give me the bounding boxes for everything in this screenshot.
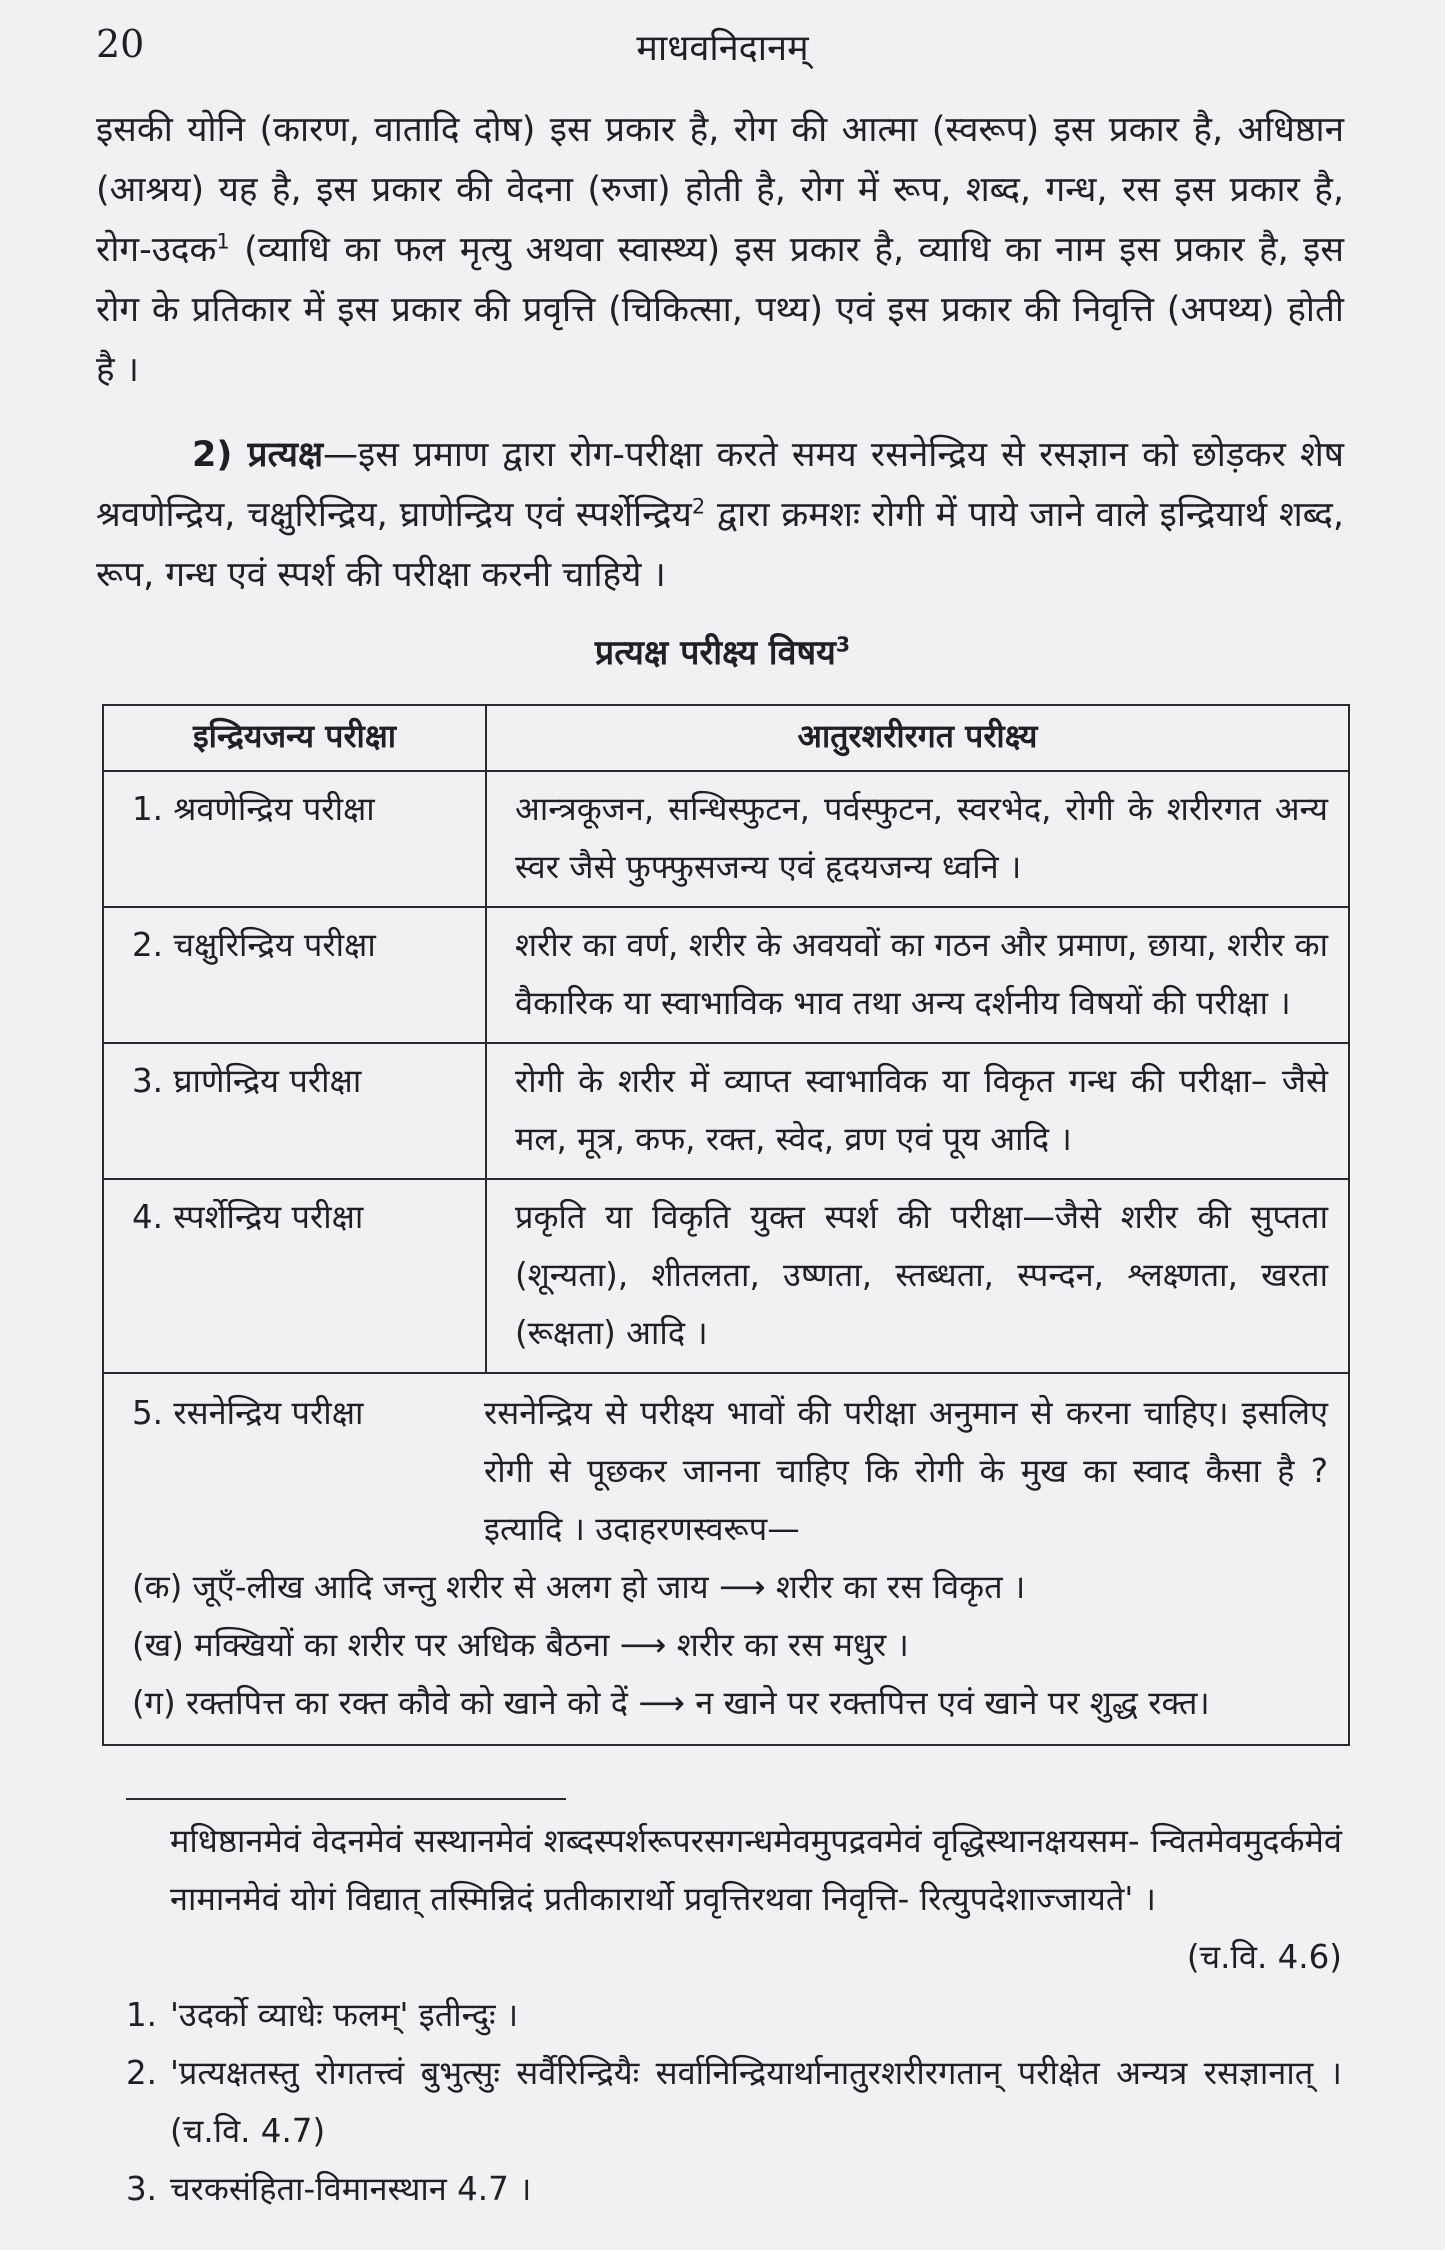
table-row <box>103 1043 1349 1179</box>
example-line: (ग) रक्तपित्त का रक्त कौवे को खाने को दें ⟶ न खाने पर रक्तपित्त एवं खाने पर शुद्ध रक्त। <box>132 1684 1210 1722</box>
intro-text-part1: इसकी योनि (कारण, वातादि दोष) इस प्रकार है, रोग की आत्मा (स्वरूप) इस प्रकार है, अधिष्ठान (आश्रय) यह है, इस प्रकार की वेदना (रुजा) होती है, रोग में रूप, शब्द, गन्ध, रस इस प्रकार है, रोग-उदक <box>96 110 1344 270</box>
table-title-text: प्रत्यक्ष परीक्ष्य विषय <box>594 633 836 673</box>
description-cell: रोगी के शरीर में व्याप्त स्वाभाविक या विकृत गन्ध की परीक्षा– जैसे मल, मूत्र, कफ, रक्त, स्वेद, व्रण एवं पूय आदि । <box>486 1043 1349 1179</box>
example-line: (ख) मक्खियों का शरीर पर अधिक बैठना ⟶ शरीर का रस मधुर । <box>132 1626 909 1664</box>
description-cell: रसनेन्द्रिय से परीक्ष्य भावों की परीक्षा अनुमान से करना चाहिए। इसलिए रोगी से पूछकर जानना चाहिए कि रोगी के मुख का स्वाद कैसा है ? इत्यादि । उदाहरणस्वरूप— <box>484 1394 1328 1548</box>
rasana-row-cell <box>103 1373 1349 1745</box>
footnote-mark: 2 <box>691 494 706 519</box>
column-header: इन्द्रियजन्य परीक्षा <box>103 705 486 771</box>
footnote-item <box>126 2044 1342 2160</box>
page-number: 20 <box>96 22 145 66</box>
footnote-divider <box>126 1798 566 1800</box>
table-row <box>103 771 1349 907</box>
footnote-mark: 3 <box>835 632 851 657</box>
description-cell: प्रकृति या विकृति युक्त स्पर्श की परीक्षा—जैसे शरीर की सुप्तता (शून्यता), शीतलता, उष्णता, स्तब्धता, स्पन्दन, श्लक्ष्णता, खरता (रूक्षता) आदि । <box>486 1179 1349 1373</box>
sense-cell: 2. चक्षुरिन्द्रिय परीक्षा <box>103 907 486 1043</box>
footnote-text: चरकसंहिता-विमानस्थान 4.7 । <box>170 2170 532 2208</box>
footnote-item <box>126 2160 1342 2218</box>
table-header-row <box>103 705 1349 771</box>
continuation-text: मधिष्ठानमेवं वेदनमेवं सस्थानमेवं शब्दस्पर्शरूपरसगन्धमेवमुपद्रवमेवं वृद्धिस्थानक्षयसम- न्वितमेवमुदर्कमेवं नामानमेवं योगं विद्यात् तस्मिन्निदं प्रतीकारार्थो प्रवृत्तिरथवा निवृत्ति- रित्युपदेशाज्जायते' । <box>170 1822 1342 1918</box>
continuation-reference: (च.वि. 4.6) <box>1186 1938 1342 1976</box>
sense-cell: 5. रसनेन्द्रिय परीक्षा <box>132 1394 364 1432</box>
table-row <box>103 1373 1349 1745</box>
footnote-item <box>126 1986 1342 2044</box>
intro-text-part2: (व्याधि का फल मृत्यु अथवा स्वास्थ्य) इस प्रकार है, व्याधि का नाम इस प्रकार है, इस रोग के प्रतिकार में इस प्रकार की प्रवृत्ति (चिकित्सा, पथ्य) एवं इस प्रकार की निवृत्ति (अपथ्य) होती है । <box>96 230 1344 390</box>
table-title <box>0 628 1445 674</box>
description-cell: आन्त्रकूजन, सन्धिस्फुटन, पर्वस्फुटन, स्वरभेद, रोगी के शरीरगत अन्य स्वर जैसे फुफ्फुसजन्य एवं हृदयजन्य ध्वनि । <box>486 771 1349 907</box>
footnote-number: 2. <box>126 2054 158 2092</box>
sense-cell: 1. श्रवणेन्द्रिय परीक्षा <box>103 771 486 907</box>
section-heading: 2) प्रत्यक्ष <box>192 435 324 475</box>
footnote-number: 3. <box>126 2170 158 2208</box>
footnote-mark: 1 <box>216 229 230 254</box>
running-title: माधवनिदानम् <box>636 28 809 69</box>
column-header: आतुरशरीरगत परीक्ष्य <box>486 705 1349 771</box>
footnote-text: 'प्रत्यक्षतस्तु रोगतत्त्वं बुभुत्सुः सर्वैरिन्द्रियैः सर्वानिन्द्रियार्थानातुरशरीरगतान् परीक्षेत अन्यत्र रसज्ञानात् । (च.वि. 4.7) <box>170 2054 1342 2150</box>
description-cell: शरीर का वर्ण, शरीर के अवयवों का गठन और प्रमाण, छाया, शरीर का वैकारिक या स्वाभाविक भाव तथा अन्य दर्शनीय विषयों की परीक्षा । <box>486 907 1349 1043</box>
page-header <box>96 22 1349 72</box>
example-line: (क) जूएँ-लीख आदि जन्तु शरीर से अलग हो जाय ⟶ शरीर का रस विकृत । <box>132 1568 1026 1606</box>
footnote-number: 1. <box>126 1996 158 2034</box>
footnote-text: 'उदर्को व्याधेः फलम्' इतीन्दुः । <box>170 1996 519 2034</box>
intro-paragraph <box>96 100 1344 400</box>
sense-cell: 4. स्पर्शेन्द्रिय परीक्षा <box>103 1179 486 1373</box>
section-text-part2: द्वारा क्रमशः रोगी में पाये जाने वाले इन्द्रियार्थ शब्द, रूप, गन्ध एवं स्पर्श की परीक्षा करनी चाहिये । <box>96 495 1344 595</box>
section-pratyaksha <box>96 425 1344 605</box>
table-row <box>103 907 1349 1043</box>
examination-table <box>102 704 1350 1746</box>
footnote-continuation <box>126 1812 1342 1986</box>
table-row <box>103 1179 1349 1373</box>
section-text-part1: —इस प्रमाण द्वारा रोग-परीक्षा करते समय रसनेन्द्रिय से रसज्ञान को छोड़कर शेष श्रवणेन्द्रिय, चक्षुरिन्द्रिय, घ्राणेन्द्रिय एवं स्पर्शेन्द्रिय <box>96 435 1344 535</box>
sense-cell: 3. घ्राणेन्द्रिय परीक्षा <box>103 1043 486 1179</box>
footnotes <box>126 1812 1342 2218</box>
